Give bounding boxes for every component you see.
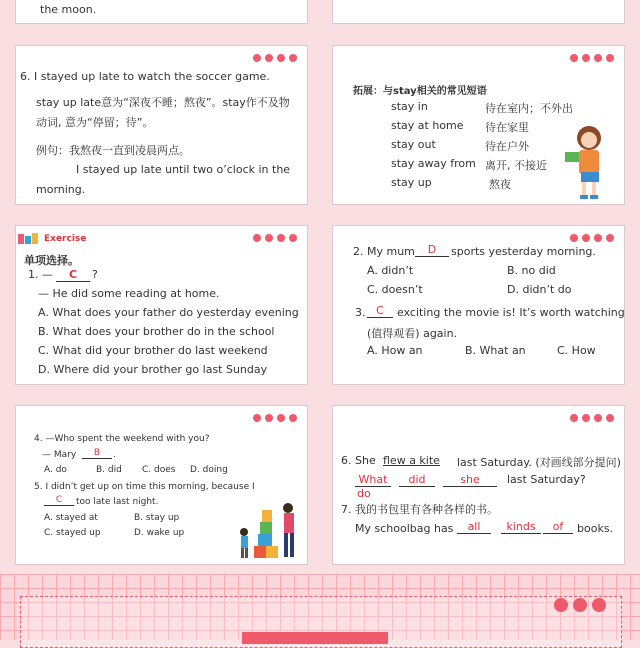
q5-option-a: A. stayed at [44, 513, 98, 523]
q3-option-c: C. How [557, 344, 596, 357]
q6-line2-suffix: last Saturday? [507, 473, 586, 486]
q2-suffix: sports yesterday morning. [451, 245, 596, 258]
q3-answer: C [367, 304, 393, 318]
q4-option-c: C. does [142, 465, 176, 475]
q4-line1: 4. —Who spent the weekend with you? [34, 434, 210, 444]
girl-with-book-illustration [561, 122, 613, 202]
q6-prefix: 6. She [341, 454, 376, 467]
q7-answer-1: all [457, 520, 491, 534]
q7-prefix: My schoolbag has [355, 522, 454, 535]
q1-prefix: 1. — [28, 268, 53, 281]
q4-option-d: D. doing [190, 465, 228, 475]
phrase-en-3: stay out [391, 138, 436, 151]
q4-line2-suffix: . [113, 450, 116, 460]
slide-thumbnail-6[interactable] [332, 225, 625, 385]
slide3-line2: stay up late意为“深夜不睡；熬夜”。stay作不及物 [36, 96, 290, 109]
q1-option-c: C. What did your brother do last weekend [38, 344, 268, 357]
q5-option-c: C. stayed up [44, 528, 101, 538]
q2-prefix: 2. My mum [353, 245, 415, 258]
q5-line2-suffix: too late last night. [76, 497, 159, 507]
q4-option-b: B. did [96, 465, 122, 475]
q3-prefix: 3. [355, 306, 366, 319]
phrase-en-4: stay away from [391, 157, 476, 170]
slide3-line5: I stayed up late until two o’clock in the [76, 163, 291, 176]
slide-thumbnail-5[interactable] [15, 225, 308, 385]
exercise-heading: 单项选择。 [24, 254, 79, 267]
q2-option-b: B. no did [507, 264, 556, 277]
q2-option-c: C. doesn’t [367, 283, 423, 296]
q4-line2-prefix: — Mary [42, 450, 77, 460]
q6-answer-1: What [355, 473, 391, 487]
q3-option-a: A. How an [367, 344, 423, 357]
q6-suffix: last Saturday. (对画线部分提问) [457, 456, 621, 469]
slide3-line3: 动词, 意为“停留；待”。 [36, 116, 154, 129]
exercise-icon [18, 232, 40, 246]
q4-option-a: A. do [44, 465, 67, 475]
phrase-en-2: stay at home [391, 119, 464, 132]
slide-thumbnail-2[interactable] [332, 0, 625, 24]
exercise-badge: Exercise [44, 234, 87, 244]
q3-suffix: exciting the movie is! It’s worth watching [397, 306, 625, 319]
q4-answer: B [82, 448, 112, 459]
kids-building-blocks-illustration [238, 494, 302, 560]
slide-dots [253, 54, 297, 62]
q6-underlined: flew a kite [383, 454, 440, 467]
slide-dots [570, 234, 614, 242]
q1-option-a: A. What does your father do yesterday evening [38, 306, 299, 319]
q1-answer: C [56, 268, 90, 282]
phrase-cn-2: 待在家里 [485, 121, 529, 134]
q1-option-d: D. Where did your brother go last Sunday [38, 363, 268, 376]
q5-answer: C [44, 495, 74, 506]
slide9-dots [554, 598, 606, 612]
q6-answer-2: did [399, 473, 435, 487]
q2-option-a: A. didn’t [367, 264, 414, 277]
q5-option-b: B. stay up [134, 513, 180, 523]
phrase-en-1: stay in [391, 100, 428, 113]
slide-dots [570, 54, 614, 62]
q6-answer-4: do [357, 487, 371, 500]
q5-option-d: D. wake up [134, 528, 185, 538]
slide-thumbnail-1[interactable] [15, 0, 308, 24]
q7-answer-2: kinds [501, 520, 541, 534]
slide3-line6: morning. [36, 183, 86, 196]
phrase-cn-5: 熬夜 [489, 178, 511, 191]
slide-dots [253, 234, 297, 242]
phrase-cn-3: 待在户外 [485, 140, 529, 153]
slide-dots [570, 414, 614, 422]
q3-line2: (值得观看) again. [367, 327, 458, 340]
slide-thumbnail-8[interactable] [332, 405, 625, 565]
q7-suffix: books. [577, 522, 614, 535]
slide-thumbnail-7[interactable] [15, 405, 308, 565]
q1-option-b: B. What does your brother do in the school [38, 325, 275, 338]
slide1-text: the moon. [40, 3, 97, 16]
slide-dots [253, 414, 297, 422]
q1-suffix: ? [92, 268, 98, 281]
q2-option-d: D. didn’t do [507, 283, 572, 296]
slide-thumbnail-3[interactable] [15, 45, 308, 205]
slide4-title: 拓展：与stay相关的常见短语 [353, 86, 487, 97]
phrase-en-5: stay up [391, 176, 432, 189]
q3-option-b: B. What an [465, 344, 526, 357]
slide-thumbnail-4[interactable] [332, 45, 625, 205]
phrase-cn-1: 待在室内；不外出 [485, 102, 573, 115]
slide3-line4: 例句：我熬夜一直到凌晨两点。 [36, 144, 190, 157]
q2-answer: D [415, 243, 449, 257]
slide9-title-bar [242, 632, 388, 644]
slide-thumbnail-9-background[interactable] [0, 574, 640, 640]
q7-answer-3: of [543, 520, 573, 534]
q6-answer-3: she [443, 473, 497, 487]
slide3-line1: 6. I stayed up late to watch the soccer game. [20, 70, 270, 83]
q7-line1: 7. 我的书包里有各种各样的书。 [341, 503, 498, 516]
phrase-cn-4: 离开, 不接近 [485, 159, 547, 172]
q1-line2: — He did some reading at home. [38, 287, 220, 300]
q5-line1: 5. I didn’t get up on time this morning, because I [34, 482, 255, 492]
